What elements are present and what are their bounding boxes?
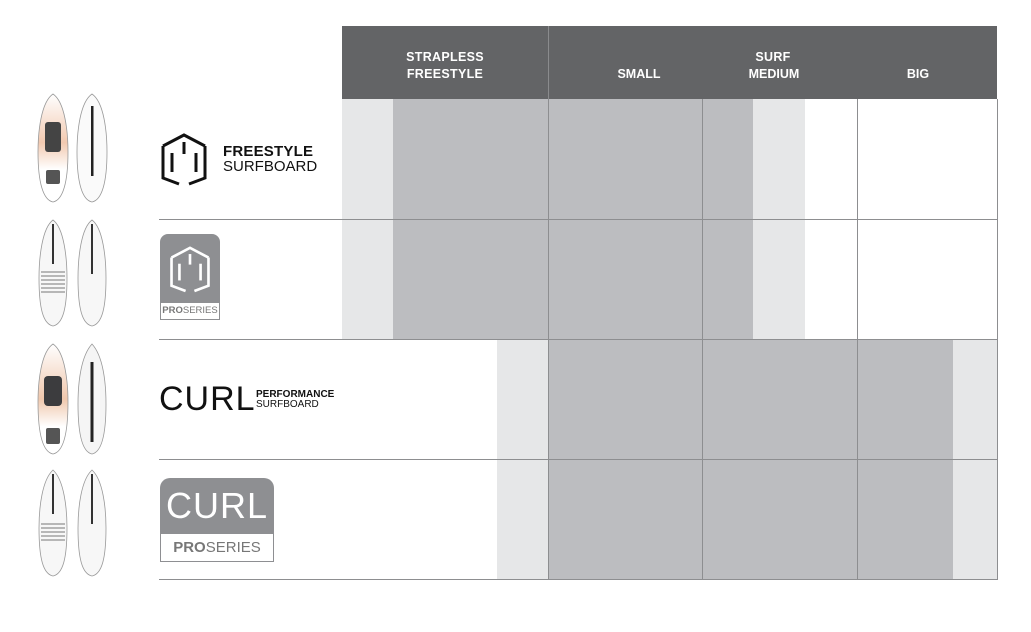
row-divider	[159, 459, 997, 460]
escape-freestyle-board-image	[36, 92, 110, 204]
header-surf-label: SURF	[755, 50, 791, 64]
cell-shade	[548, 339, 953, 459]
row-divider	[159, 339, 997, 340]
cell-shade	[753, 99, 805, 219]
cell-shade	[497, 459, 548, 579]
curl-pro-badge-label	[160, 533, 274, 562]
performance-title: PERFORMANCE	[256, 389, 335, 400]
curl-performance-board-image	[36, 342, 110, 456]
badge-series-text: SERIES	[182, 305, 218, 316]
cell-shade	[497, 339, 548, 459]
column-divider	[702, 99, 703, 580]
escape-logo	[159, 132, 209, 186]
badge-pro-text: PRO	[173, 539, 206, 556]
escape-logo	[168, 242, 212, 296]
cell-shade	[342, 219, 393, 339]
curl-pro-board-image	[36, 468, 110, 580]
curl-pro-badge	[160, 478, 274, 562]
cell-shade	[548, 459, 953, 579]
badge-pro-text: PRO	[162, 305, 183, 316]
cell-shade	[753, 219, 805, 339]
escape-pro-badge	[160, 234, 220, 318]
column-divider	[997, 99, 998, 580]
escape-pro-badge-label	[160, 302, 220, 320]
column-divider	[857, 99, 858, 580]
row-divider	[159, 579, 997, 580]
cell-shade	[342, 99, 393, 219]
header-small-label: SMALL	[617, 67, 661, 81]
freestyle-subtitle: SURFBOARD	[223, 158, 318, 175]
performance-subtitle: SURFBOARD	[256, 399, 319, 410]
cell-shade	[953, 459, 997, 579]
header-strapless-label: STRAPLESS	[406, 50, 484, 64]
row-divider	[159, 219, 997, 220]
freestyle-title: FREESTYLE	[223, 143, 314, 160]
cell-shade	[953, 339, 997, 459]
column-divider	[548, 99, 549, 580]
header-freestyle-label: FREESTYLE	[406, 67, 484, 81]
curl-logo: CURL	[159, 380, 256, 418]
badge-series-text: SERIES	[205, 539, 261, 556]
header-surf	[549, 26, 997, 99]
header-divider	[548, 26, 549, 99]
cell-shade	[393, 99, 753, 219]
cell-shade	[393, 219, 753, 339]
curl-pro-logo: CURL	[165, 485, 268, 526]
header-big-label: BIG	[906, 67, 930, 81]
header-medium-label: MEDIUM	[748, 67, 800, 81]
escape-pro-board-image	[36, 218, 110, 330]
header-strapless-freestyle	[342, 26, 548, 99]
